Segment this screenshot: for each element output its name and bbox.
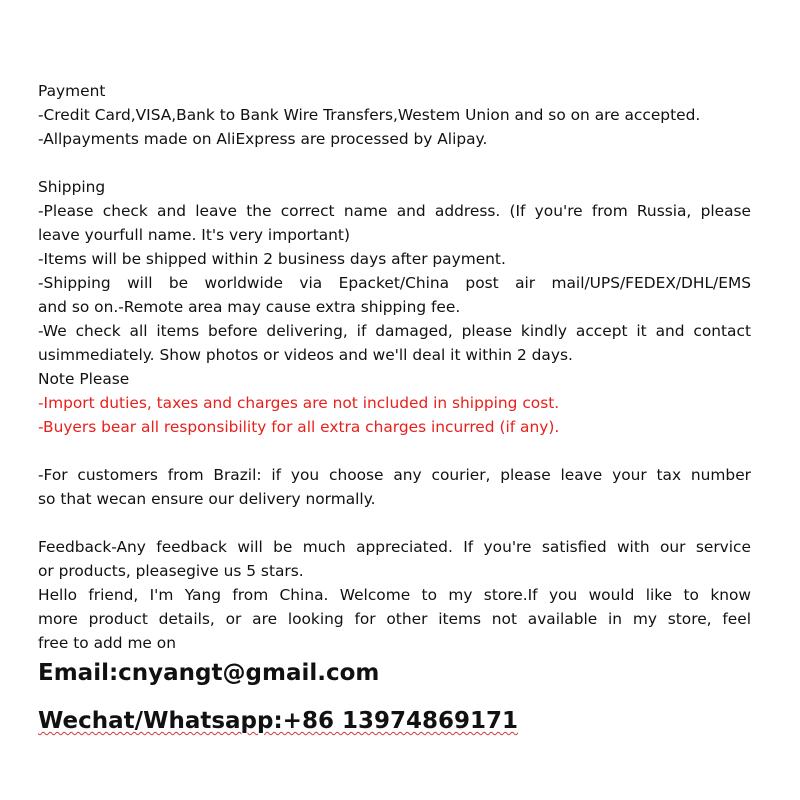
greeting-line-2: more product details, or are looking for other items not available in my store, feel xyxy=(38,610,751,628)
spacer xyxy=(38,151,751,175)
shipping-line-5: and so on.-Remote area may cause extra shipping fee. xyxy=(38,298,461,316)
feedback-line-2: or products, pleasegive us 5 stars. xyxy=(38,562,304,580)
spacer xyxy=(38,511,751,535)
shipping-line-7: usimmediately. Show photos or videos and we'll deal it within 2 days. xyxy=(38,346,573,364)
payment-alipay-line: -Allpayments made on AliExpress are processed by Alipay. xyxy=(38,130,488,148)
contact-email: Email:cnyangt@gmail.com xyxy=(38,660,380,686)
shipping-heading: Shipping xyxy=(38,178,106,196)
shipping-line-4: -Shipping will be worldwide via Epacket/China post air mail/UPS/FEDEX/DHL/EMS xyxy=(38,274,751,292)
payment-methods-line: -Credit Card,VISA,Bank to Bank Wire Transfers,Westem Union and so on are accepted. xyxy=(38,106,701,124)
note-heading: Note Please xyxy=(38,370,130,388)
greeting-line-1: Hello friend, I'm Yang from China. Welcome to my store.If you would like to know xyxy=(38,586,751,604)
shipping-line-1: -Please check and leave the correct name and address. (If you're from Russia, please xyxy=(38,202,751,220)
spacer xyxy=(38,439,751,463)
note-buyer-responsibility: -Buyers bear all responsibility for all extra charges incurred (if any). xyxy=(38,418,560,436)
feedback-line-1: Feedback-Any feedback will be much appreciated. If you're satisfied with our service xyxy=(38,538,751,556)
greeting-line-3: free to add me on xyxy=(38,634,176,652)
note-import-duties: -Import duties, taxes and charges are not included in shipping cost. xyxy=(38,394,560,412)
shipping-line-3: -Items will be shipped within 2 business days after payment. xyxy=(38,250,506,268)
shipping-line-6: -We check all items before delivering, if damaged, please kindly accept it and contact xyxy=(38,322,751,340)
contact-wechat-whatsapp: Wechat/Whatsapp:+86 13974869171 xyxy=(38,708,518,734)
brazil-line-2: so that wecan ensure our delivery normally. xyxy=(38,490,376,508)
payment-heading: Payment xyxy=(38,82,106,100)
document-body xyxy=(38,79,751,655)
brazil-line-1: -For customers from Brazil: if you choose any courier, please leave your tax number xyxy=(38,466,751,484)
shipping-line-2: leave yourfull name. It's very important) xyxy=(38,226,350,244)
